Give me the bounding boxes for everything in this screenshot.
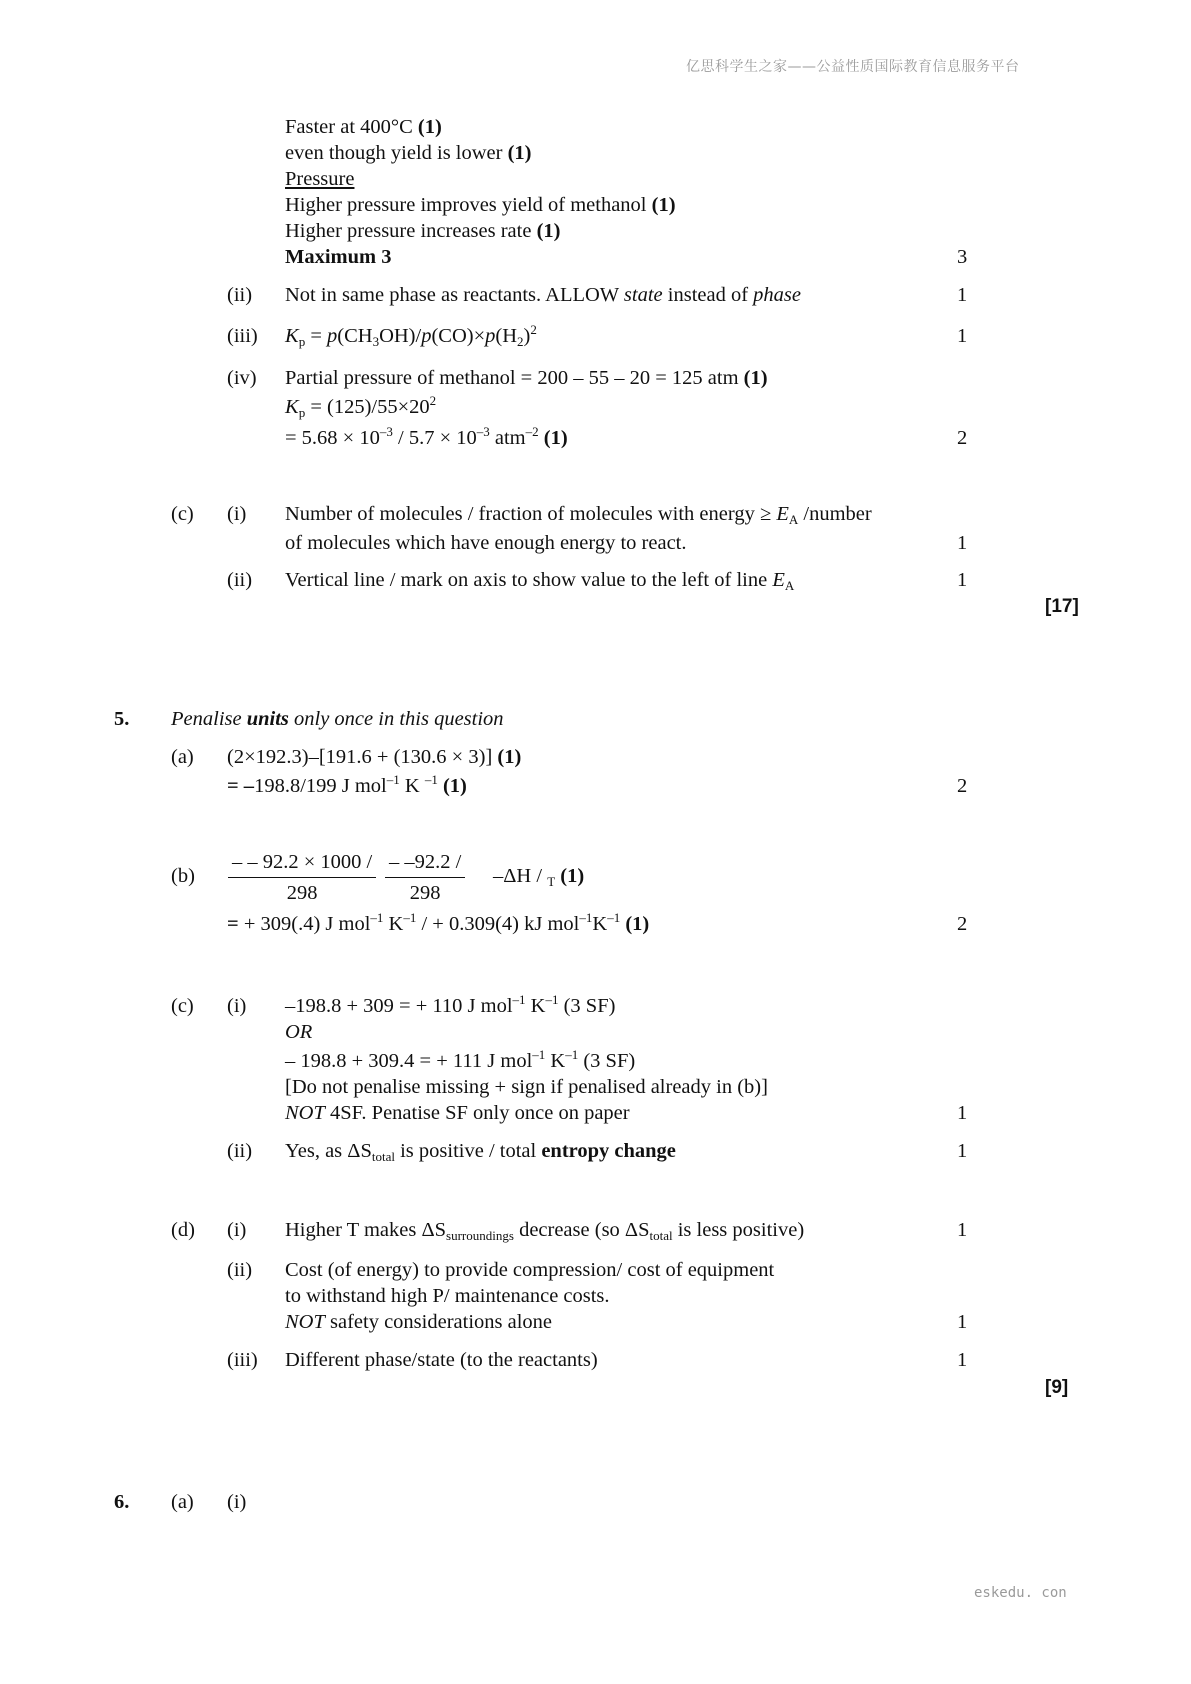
text: 4SF. Penatise SF only once on paper <box>324 1102 630 1124</box>
question-number: 6. <box>114 1491 130 1513</box>
sub-label: (i) <box>227 1491 247 1513</box>
marks: 1 <box>957 1140 968 1162</box>
sub-label: (ii) <box>227 569 253 591</box>
sub-label: (i) <box>227 995 247 1017</box>
text: instead of <box>662 284 754 306</box>
q5-d-i-answer <box>285 1217 804 1243</box>
page-header: 亿思科学生之家——公益性质国际教育信息服务平台 <box>686 59 1020 75</box>
text: decrease (so ΔS <box>513 1219 650 1241</box>
text: = (125)/55×20 <box>305 396 430 418</box>
q5-c-i-or <box>285 1019 312 1045</box>
q4-line-text: Faster at 400°C <box>285 116 418 138</box>
text: is less positive) <box>672 1219 805 1241</box>
sub-label: (ii) <box>227 1259 253 1281</box>
mark: (1) <box>543 427 568 449</box>
question-total: [9] <box>1045 1377 1069 1398</box>
page-footer: eskedu. con <box>974 1585 1067 1601</box>
text: K <box>525 995 546 1017</box>
denominator: 298 <box>409 882 441 904</box>
text: safety considerations alone <box>324 1311 553 1333</box>
part-label: (c) <box>171 995 194 1017</box>
part-label: (a) <box>171 1491 194 1513</box>
text: (3 SF) <box>558 995 616 1017</box>
q4-c-i-line1: Number of molecules / fraction of molecules with energy ≥ $E_A$ /number <box>285 503 872 527</box>
marks: 1 <box>957 569 968 591</box>
marks: 1 <box>957 1349 968 1371</box>
text: surroundings <box>446 1228 514 1243</box>
text: –198.8 + 309 = + 110 J mol <box>285 995 513 1017</box>
text: Vertical line / mark on axis to show value to the left of line <box>285 569 773 591</box>
text: Number of molecules / fraction of molecules with energy ≥ <box>285 503 777 525</box>
text: = <box>227 913 244 935</box>
q4-c-i-line2: of molecules which have enough energy to react. <box>285 532 687 554</box>
q5-a-line2: = –198.8/199 J mol$^{-1}$ K $^{-1}$ (1) <box>227 772 467 797</box>
q5-c-i-line1: –198.8 + 309 = + 110 J mol$^{-1}$ $K^{-1}$ (3 SF) <box>285 992 616 1017</box>
marks: 1 <box>957 1219 968 1241</box>
sub-label: (ii) <box>227 284 253 306</box>
marks: 1 <box>957 532 968 554</box>
q5-c-i-line3: – 198.8 + 309.4 = + 111 J mol$^{-1}$ $K^{-1}$ (3 SF) <box>285 1047 636 1072</box>
sub-label: (iii) <box>227 1349 258 1371</box>
text: 198.8/199 J mol <box>254 775 387 797</box>
part-label: (c) <box>171 503 194 525</box>
text: K <box>399 775 425 797</box>
numerator: – –92.2 / <box>385 849 465 878</box>
q5-b-line2: = + 309(.4) J mol$^{-1}$ $K^{-1}$ / + 0.309(4) kJ $mol^{-1}K^{-1}$ (1) <box>227 910 650 935</box>
text: phase <box>753 284 801 306</box>
mark: (1) <box>417 116 442 138</box>
text: state <box>623 284 663 306</box>
q4-iv-line3: = $5.68 \times 10^{-3} / 5.7 \times 10^{-3}$ atm$^{-2}$ (1) <box>285 424 568 449</box>
text: /number <box>798 503 872 525</box>
text: = 5.68 × 10 <box>285 427 380 449</box>
text: Penalise <box>171 708 247 730</box>
marks: 1 <box>957 1102 968 1124</box>
q4-maximum <box>285 244 391 270</box>
denominator: 298 <box>286 882 318 904</box>
text: total <box>371 1149 395 1164</box>
q5-d-iii-answer: Different phase/state (to the reactants) <box>285 1349 598 1371</box>
q4-line-text: even though yield is lower <box>285 142 508 164</box>
sub-label: (i) <box>227 503 247 525</box>
marks: 2 <box>957 427 968 449</box>
text: Not in same phase as reactants. ALLOW <box>285 284 624 306</box>
q5-a-line1 <box>227 744 521 770</box>
maximum-label: Maximum 3 <box>285 246 392 268</box>
marks: 1 <box>957 1311 968 1333</box>
q4-line-pressure-yield <box>285 192 676 218</box>
text: / + 0.309(4) kJ mol <box>416 913 580 935</box>
text: is positive / total <box>394 1140 542 1162</box>
q5-d-ii-line1: Cost (of energy) to provide compression/ cost of equipment <box>285 1259 775 1281</box>
marks: 2 <box>957 913 968 935</box>
text: OR <box>285 1021 313 1043</box>
text: – 198.8 + 309.4 = + 111 J mol <box>285 1050 533 1072</box>
part-label: (a) <box>171 746 194 768</box>
question-total: [17] <box>1045 596 1079 617</box>
text: Higher T makes ΔS <box>285 1219 447 1241</box>
text: (2×192.3)–[191.6 + (130.6 × 3)] <box>227 746 498 768</box>
text: only once in this question <box>288 708 504 730</box>
text: NOT <box>285 1102 325 1124</box>
q5-c-i-line5 <box>285 1100 630 1126</box>
text: Partial pressure of methanol = 200 – 55 – 20 = 125 atm <box>285 367 744 389</box>
q4-pressure-heading: Pressure <box>285 168 355 190</box>
mark: (1) <box>437 775 467 797</box>
part-label: (b) <box>171 865 195 887</box>
text: K <box>545 1050 566 1072</box>
mark: (1) <box>555 865 585 887</box>
q4-line-pressure-rate <box>285 218 560 244</box>
q5-instruction <box>171 706 504 732</box>
q4-iv-line2: $K_p = (125)/55\times 20^2$ <box>285 393 437 420</box>
part-label: (d) <box>171 1219 195 1241</box>
q4-line-text: Higher pressure increases rate <box>285 220 537 242</box>
text: –ΔH / <box>493 865 548 887</box>
text: K <box>592 913 608 935</box>
text: (3 SF) <box>578 1050 636 1072</box>
marks: 2 <box>957 775 968 797</box>
text: atm <box>489 427 526 449</box>
sub-label: (iii) <box>227 325 258 347</box>
text: T <box>547 874 556 889</box>
marks: 1 <box>957 284 968 306</box>
fraction <box>228 849 376 906</box>
marks: 3 <box>957 246 968 268</box>
q4-line-yield <box>285 140 532 166</box>
mark: (1) <box>651 194 676 216</box>
sub-label: (i) <box>227 1219 247 1241</box>
sub-label: (ii) <box>227 1140 253 1162</box>
question-number: 5. <box>114 708 130 730</box>
text: = – <box>227 775 255 797</box>
mark: (1) <box>620 913 650 935</box>
marks: 1 <box>957 325 968 347</box>
mark: (1) <box>497 746 522 768</box>
q5-b-delta-h <box>493 863 584 889</box>
mark: (1) <box>536 220 561 242</box>
q4-line-faster <box>285 114 442 140</box>
q4-c-ii-answer: Vertical line / mark on axis to show value to the left of line $E_A$ <box>285 569 795 593</box>
text: K <box>383 913 404 935</box>
text: total <box>649 1228 673 1243</box>
q4-ii-answer <box>285 282 801 308</box>
text: / 5.7 × 10 <box>392 427 477 449</box>
q5-d-ii-line3 <box>285 1309 552 1335</box>
mark: (1) <box>743 367 768 389</box>
text: entropy change <box>541 1140 676 1162</box>
q5-c-ii-answer <box>285 1138 676 1164</box>
text: + 309(.4) J mol <box>243 913 371 935</box>
mark: (1) <box>507 142 532 164</box>
q4-iv-line1 <box>285 365 768 391</box>
q5-d-ii-line2: to withstand high P/ maintenance costs. <box>285 1285 610 1307</box>
text: units <box>246 708 289 730</box>
q4-line-text: Higher pressure improves yield of methanol <box>285 194 652 216</box>
fraction <box>385 849 465 906</box>
q4-iii-kp-expression: $K_p = p(CH_3OH)/p(CO)\times p(H_2)^2$ <box>285 322 537 349</box>
text: Yes, as ΔS <box>285 1140 372 1162</box>
sub-label: (iv) <box>227 367 257 389</box>
text: NOT <box>285 1311 325 1333</box>
numerator: – – 92.2 × 1000 / <box>228 849 376 878</box>
q5-c-i-line4: [Do not penalise missing + sign if penalised already in (b)] <box>285 1076 768 1098</box>
